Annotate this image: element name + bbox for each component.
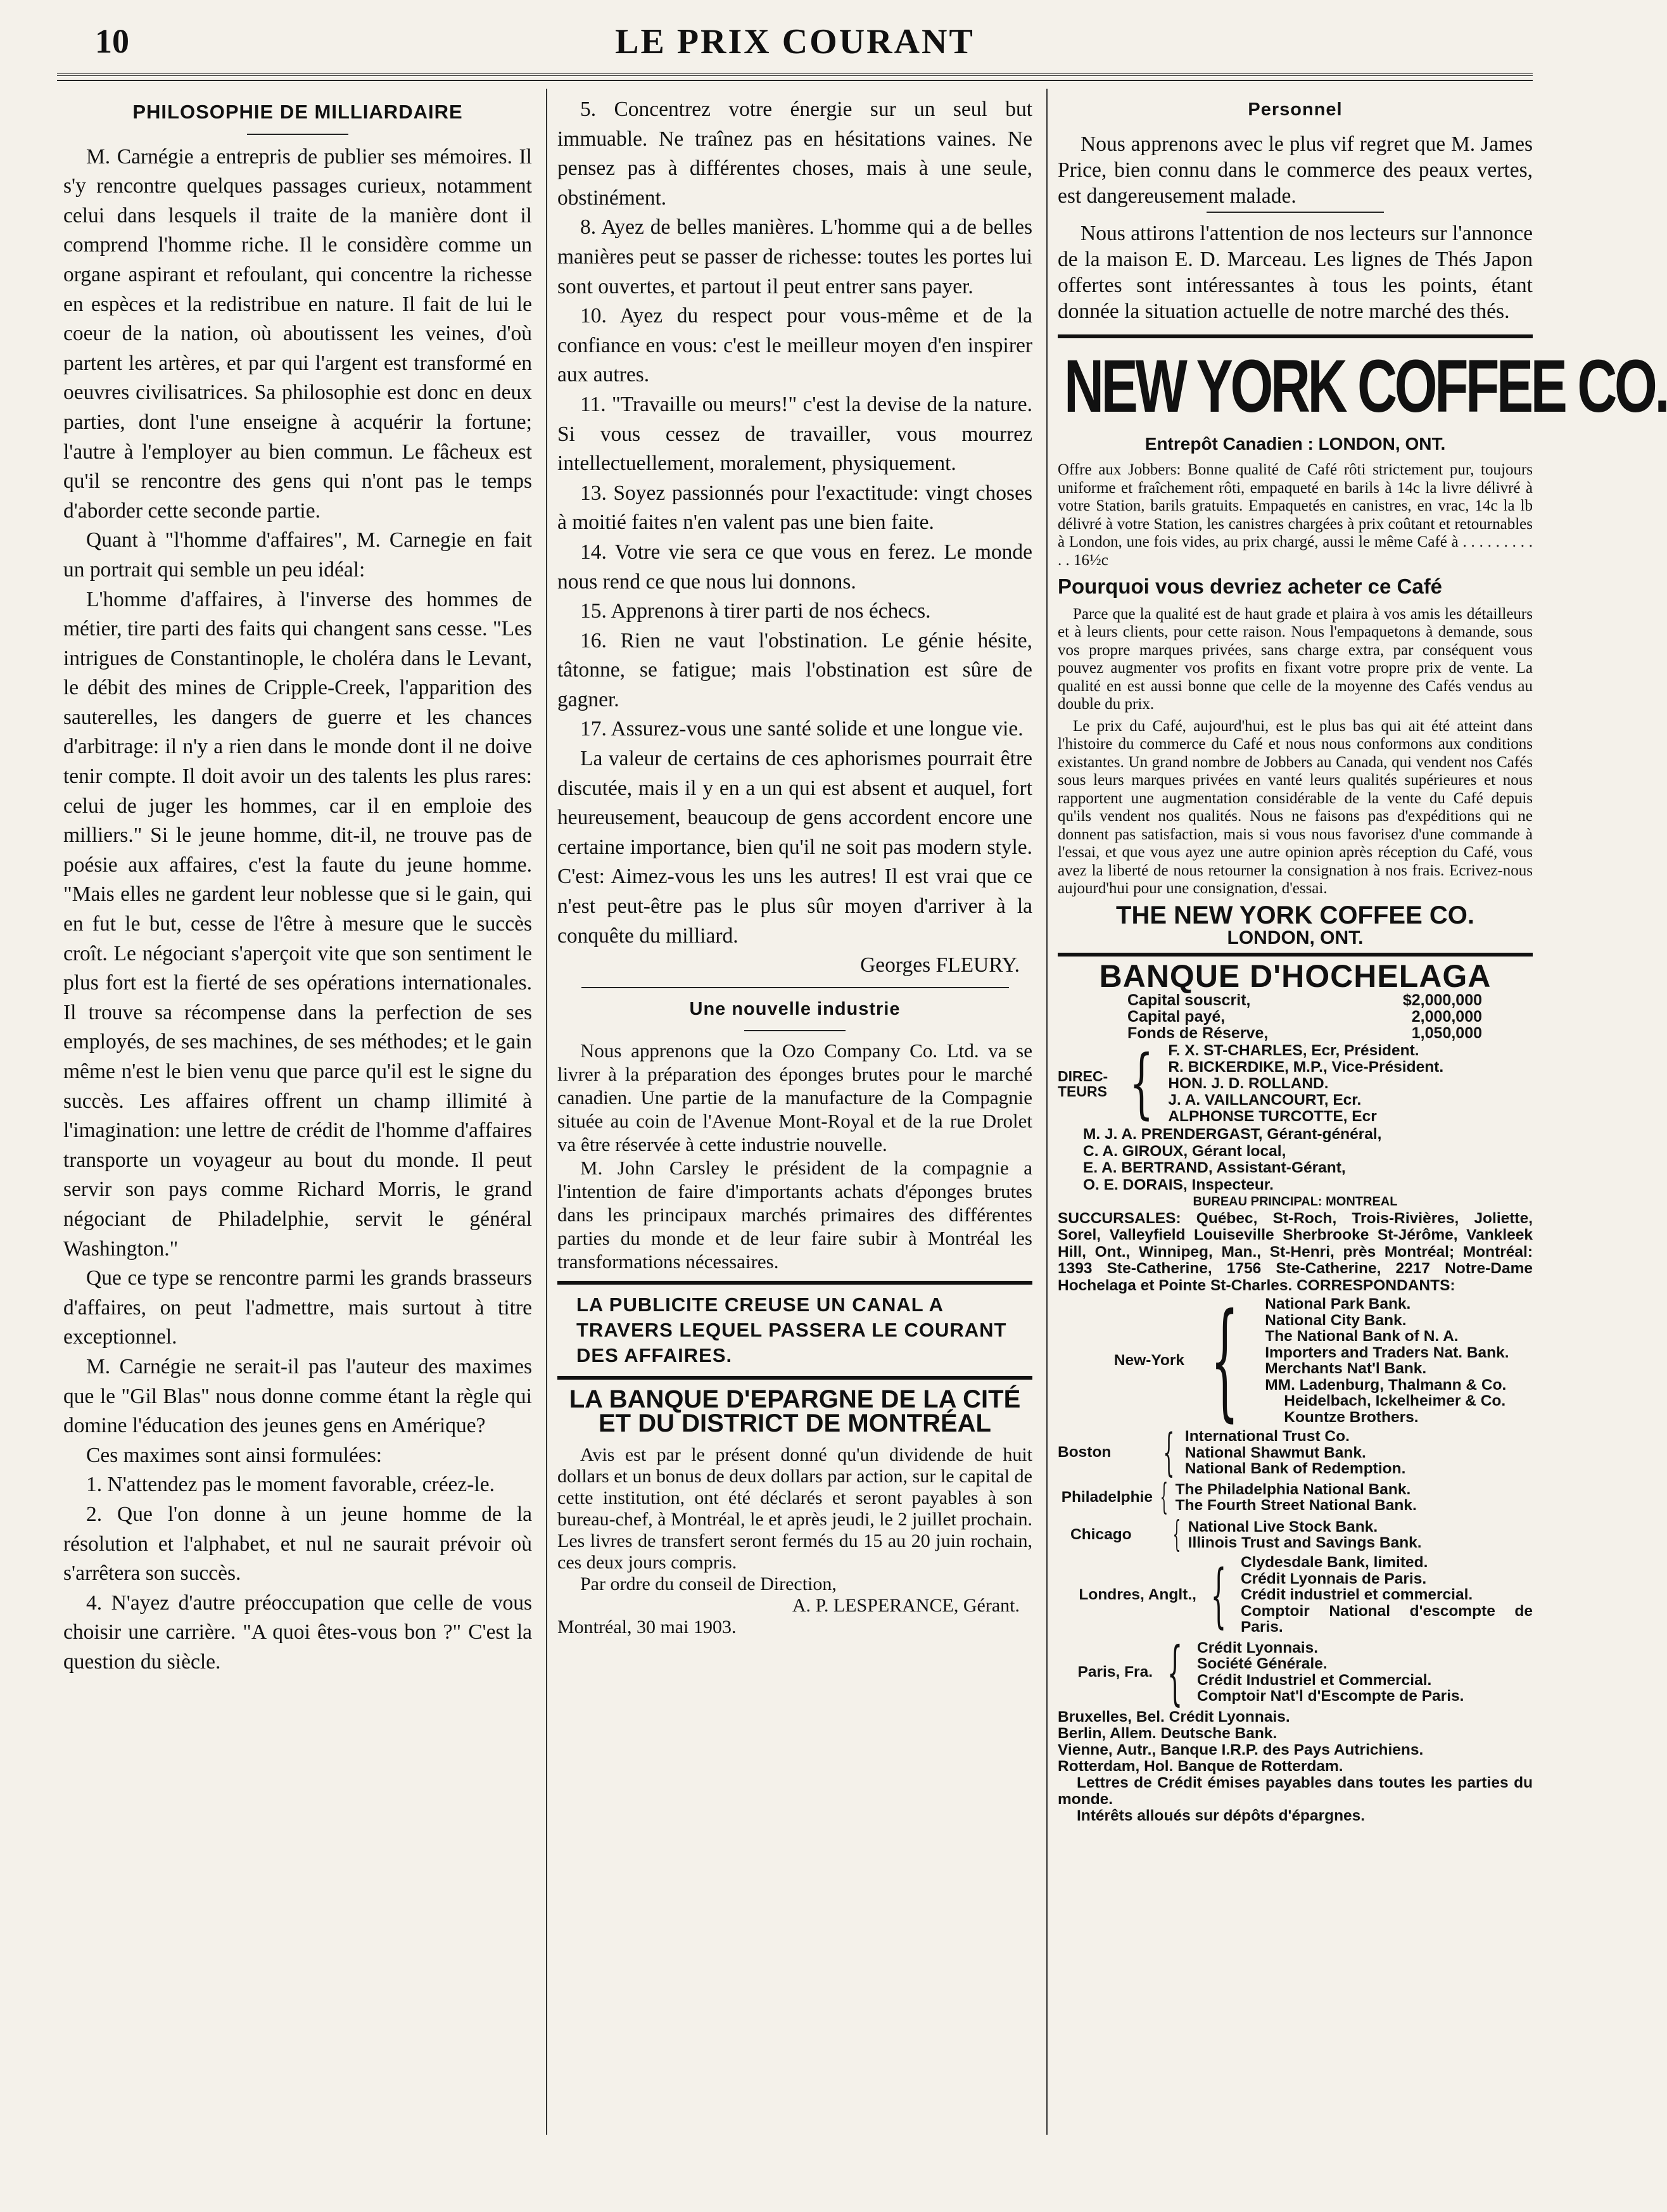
title-rule [247, 134, 348, 135]
coffee-ad-offer: Offre aux Jobbers: Bonne qualité de Café rôti strictement pur, toujours uniforme et fraîchement rôti, empaqueté en barils à 14c la livre délivré à votre Station, barils gratuits. Empaquetés en canistres, en vrac, 14c la lb délivré à votre Station, les canistres chargées à prix coûtant et retournables à London, une fois vides, au prix chargé, aussi le même Café à . . . . . . . . . . . 16½c [1058, 461, 1533, 569]
paragraph: 11. "Travaille ou meurs!" c'est la devise de la nature. Si vous cessez de travailler, vous mourrez intellectuellement, moralement, physiquement. [557, 392, 1032, 476]
banque-epargne-date: Montréal, 30 mai 1903. [557, 1617, 737, 1638]
paragraph: Ces maximes sont ainsi formulées: [86, 1443, 383, 1467]
correspondant-single: Vienne, Autr., Banque I.R.P. des Pays Autrichiens. [1058, 1741, 1424, 1758]
capital-row: Capital souscrit, $2,000,000 [1127, 991, 1482, 1010]
directeurs-list: F. X. ST-CHARLES, Ecr, Président. R. BICKERDIKE, M.P., Vice-Président. HON. J. D. ROLLAND. J. A. VAILLANCOURT, Ecr. ALPHONSE TURCOTTE, Ecr [1168, 1042, 1444, 1126]
hochelaga-footer: Intérêts alloués sur dépôts d'épargnes. [1077, 1807, 1366, 1824]
coffee-advertisement [1058, 344, 1667, 948]
banque-epargne-title: LA BANQUE D'EPARGNE DE LA CITÉ ET DU DISTRICT DE MONTRÉAL [569, 1385, 1021, 1438]
paragraph: L'homme d'affaires, à l'inverse des hommes de métier, tire parti des faits qui changent sans cesse. "Les intrigues de Constantinople, le choléra dans le Levant, le débit des mines de Cripple-Creek, l'apparition des sauterelles, les dangers de guerre et les chances d'arbitrage: il n'y a rien dans le monde dont il ne doive tenir compte. Il doit avoir un des talents les plus rares: celui de juger les hommes, car il en emploie des milliers." Si le jeune homme, dit-il, ne trouve pas de poésie aux affaires, c'est la faute du jeune homme. "Mais elles ne gardent leur noblesse que si le gain, qui en fut le but, cesse de l'être à mesure que le succès croît. Le négociant s'aperçoit vite que son sentiment le plus fort est la fierté de ses opérations internationales. Il trouve sa récompense dans la perfection de ses employés, de ses machines, de ses méthodes; et le gain même n'est le bien venu que parce qu'il est le signe du succès. Les affaires offrent un champ illimité à l'imagination: une lettre de crédit de l'homme d'affaires transporte un voyageur au bout du monde. Il peut servir son pays comme Richard Morris, le grand négociant de Philadelphie, servit le général Washington." [63, 587, 532, 1261]
paragraph: Quant à "l'homme d'affaires", M. Carnegie en fait un portrait qui semble un peu idéal: [63, 528, 532, 582]
correspondant-row: Paris, Fra. { Crédit Lyonnais. Société Générale. Crédit Industriel et Commercial. Comptoir Nat'l d'Escompte de Paris. [1077, 1631, 1464, 1713]
paragraph: M. Carnégie a entrepris de publier ses mémoires. Il s'y rencontre quelques passages curieux, notamment celui dans lesquels il traite de la manière dont il comprend l'homme riche. Il le considère comme un organe aspirant et refoulant, qui concentre la richesse en espèces et la redistribue en nature. Il fait de lui le coeur de la nation, où aboutissent les veines, d'où partent les artères, et par qui l'argent est transformé en oeuvres civilisatrices. Sa philosophie est donc en deux parties, dont l'une enseigne à acquérir la fortune; l'autre à l'employer au bien commun. Le fâcheux est qu'il se rencontre des gens qui n'ont pas le temps d'aborder cette seconde partie. [63, 144, 532, 523]
column-divider [546, 89, 547, 2135]
signature: Georges FLEURY. [860, 953, 1020, 977]
paragraph: Nous apprenons que la Ozo Company Co. Ltd. va se livrer à la préparation des éponges brutes pour le marché canadien. Une partie de la manufacture de la Compagnie située au coin de l'Avenue Mont-Royal et de la rue Drolet va être réservée à cette industrie nouvelle. [557, 1039, 1032, 1156]
paragraph: 2. Que l'on donne à un jeune homme de la résolution et l'alphabet, et nul ne saurait prévoir où s'arrêtera son succès. [63, 1502, 532, 1586]
paragraph: 1. N'attendez pas le moment favorable, créez-le. [86, 1473, 495, 1497]
paragraph: Nous apprenons avec le plus vif regret que M. James Price, bien connu dans le commerce des peaux vertes, est dangereusement malade. [1058, 132, 1533, 208]
column-3 [1058, 95, 1667, 1824]
section-rule [1058, 334, 1533, 338]
paragraph: M. Carnégie ne serait-il pas l'auteur des maximes que le "Gil Blas" nous donne comme étant la règle qui domine l'éducation des jeunes gens en Amérique? [63, 1354, 532, 1438]
banque-epargne-body: Avis est par le présent donné qu'un dividende de huit dollars et un bonus de deux dollars par action, sur le capital de cette institution, ont été déclarés et seront payables à son bureau-chef, à Montréal, le et après jeudi, le 2 juillet prochain. Les livres de transfert seront fermés du 15 au 20 juin rochain, ces deux jours compris. [557, 1444, 1032, 1573]
correspondant-row: Londres, Anglt., { Clydesdale Bank, limited. Crédit Lyonnais de Paris. Crédit industriel et commercial. Comptoir National d'escompte de Paris. [1079, 1554, 1533, 1636]
paragraph: 13. Soyez passionnés pour l'exactitude: vingt choses à moitié faites n'en valent pas une bien faite. [557, 481, 1032, 535]
paragraph: 4. N'ayez d'autre préoccupation que celle de vous choisir une carrière. "A quoi êtes-vous bon ?" C'est la question du siècle. [63, 1591, 532, 1674]
section-rule [557, 1281, 1032, 1285]
bureau-principal: BUREAU PRINCIPAL: MONTREAL [1193, 1195, 1398, 1209]
paragraph: 8. Ayez de belles manières. L'homme qui a de belles manières peut se passer de richesse: toutes les portes lui sont ouvertes, et partout il peut entrer sans payer. [557, 215, 1032, 298]
officers-list: M. J. A. PRENDERGAST, Gérant-général, C. A. GIROUX, Gérant local, E. A. BERTRAND, Assistant-Gérant, O. E. DORAIS, Inspecteur. [1083, 1126, 1382, 1193]
correspondant-row: Chicago { National Live Stock Bank. Illinois Trust and Savings Bank. [1070, 1514, 1422, 1556]
page-header [57, 18, 1533, 68]
banque-epargne-order: Par ordre du conseil de Direction, [580, 1573, 837, 1595]
column-2 [557, 95, 1032, 1638]
hochelaga-title: BANQUE D'HOCHELAGA [1099, 958, 1492, 994]
correspondant-row: Boston { International Trust Co. National Shawmut Bank. National Bank of Redemption. [1058, 1423, 1406, 1482]
coffee-ad-body: Le prix du Café, aujourd'hui, est le plus bas qui ait été atteint dans l'histoire du commerce du Café et nous nous conformons aux conditions existantes. Un grand nombre de Jobbers au Canada, qui vendent nos Cafés sous leurs marques privées en vanté leurs qualités supérieures et nous rapportent une augmentation considérable de la vente du Café depuis qu'ils vendent nos qualités. Nous ne faisons pas d'expéditions qui ne donnent pas satisfaction, mais si vous nous favorisez d'une commande à l'essai, et que vous ayez une autre opinion après réception du Café, vous avez la liberté de nous retourner la consignation à nos frais. Ecrivez-nous aujourd'hui pour une consignation, d'essai. [1058, 717, 1533, 898]
title-rule [744, 1030, 846, 1031]
paragraph: Nous attirons l'attention de nos lecteurs sur l'annonce de la maison E. D. Marceau. Les lignes de Thés Japon offertes sont intéressantes à tous les points, étant donnée la situation actuelle de notre marché des thés. [1058, 221, 1533, 323]
paragraph: 15. Apprenons à tirer parti de nos échecs. [580, 599, 931, 623]
masthead: LE PRIX COURANT [615, 22, 975, 61]
section-title: Personnel [1248, 99, 1343, 120]
hochelaga-footer: Lettres de Crédit émises payables dans toutes les parties du monde. [1058, 1774, 1533, 1808]
section-rule [1058, 953, 1533, 957]
coffee-ad-title: NEW YORK COFFEE CO. [1064, 344, 1667, 428]
page-number: 10 [95, 22, 129, 60]
paragraph: 16. Rien ne vaut l'obstination. Le génie hésite, tâtonne, se fatigue; mais l'obstination est sûre de gagner. [557, 628, 1032, 711]
succursales: SUCCURSALES: Québec, St-Roch, Trois-Rivières, Joliette, Sorel, Valleyfield Louiseville Sherbrooke St-Jérôme, Vankleek Hill, Ont., Winnipeg, Man., St-Henri, près Montréal; Montréal: 1393 Ste-Catherine, 1756 Ste-Catherine, 2217 Notre-Dame Hochelaga et Pointe St-Charles. CORRESPONDANTS: [1058, 1209, 1533, 1294]
section-rule [557, 1376, 1032, 1380]
article-title: PHILOSOPHIE DE MILLIARDAIRE [132, 101, 463, 123]
coffee-ad-subhead: Pourquoi vous devriez acheter ce Café [1058, 575, 1443, 599]
paragraph: Que ce type se rencontre parmi les grands brasseurs d'affaires, on peut l'admettre, mais surtout à titre exceptionnel. [63, 1266, 532, 1349]
section-rule [1207, 212, 1384, 213]
hochelaga-advertisement [1058, 958, 1533, 1824]
correspondant-row: New-York { National Park Bank. National City Bank. The National Bank of N. A. Importers and Traders Nat. Bank. Merchants Nat'l Bank. MM. Ladenburg, Thalmann & Co. Heidelbach, Ickelheimer & Co. Kountze Brothers. [1113, 1287, 1509, 1435]
paragraph: 17. Assurez-vous une santé solide et une longue vie. [580, 717, 1024, 741]
coffee-ad-entrepot: Entrepôt Canadien : LONDON, ONT. [1144, 433, 1446, 454]
column-1 [63, 95, 532, 1677]
coffee-ad-footer: THE NEW YORK COFFEE CO. [1116, 901, 1474, 929]
paragraph: 14. Votre vie sera ce que vous en ferez. Le monde nous rend ce que nous lui donnons. [557, 540, 1032, 594]
directeurs-label: DIREC-TEURS [1058, 1068, 1108, 1100]
paragraph: 10. Ayez du respect pour vous-même et de la confiance en vous: c'est le meilleur moyen d'en inspirer aux autres. [557, 304, 1032, 387]
paragraph: La valeur de certains de ces aphorismes pourrait être discutée, mais il y en a un qui est absent et auquel, fort heureusement, beaucoup de gens accordent encore une certaine importance, bien qu'il ne soit pas modern style. C'est: Aimez-vous les uns les autres! Il est vrai que ce n'est peut-être pas le plus sûr moyen d'arriver à la conquête du milliard. [557, 747, 1032, 948]
correspondant-single: Bruxelles, Bel. Crédit Lyonnais. [1058, 1708, 1290, 1726]
correspondant-single: Rotterdam, Hol. Banque de Rotterdam. [1058, 1757, 1343, 1775]
column-divider [1046, 89, 1048, 2135]
banque-epargne-signature: A. P. LESPERANCE, Gérant. [792, 1595, 1020, 1617]
publicite-notice: LA PUBLICITE CREUSE UN CANAL A TRAVERS LEQUEL PASSERA LE COURANT DES AFFAIRES. [576, 1294, 1007, 1367]
paragraph: 5. Concentrez votre énergie sur un seul but immuable. Ne traînez pas en hésitations vaines. Ne pensez pas à différentes choses, mais à une seule, obstinément. [557, 98, 1032, 210]
capital-row: Fonds de Réserve, 1,050,000 [1127, 1024, 1482, 1043]
coffee-ad-footer-city: LONDON, ONT. [1227, 927, 1364, 948]
brace-icon: { [1129, 1039, 1154, 1128]
coffee-ad-body: Parce que la qualité est de haut grade et plaira à vos amis les détailleurs et à leurs clients, pour cette raison. Nous l'empaquetons à demande, sous vos propre marques privées, sans charge extra, par conséquent vous pouvez augmenter vos profits en fixant votre propre prix de vente. La qualité en est aussi bonne que celle de la moyenne des Cafés vendus au double du prix. [1058, 605, 1533, 713]
capital-row: Capital payé, 2,000,000 [1127, 1008, 1482, 1026]
correspondant-single: Berlin, Allem. Deutsche Bank. [1058, 1724, 1277, 1742]
section-title: Une nouvelle industrie [689, 998, 901, 1019]
directeurs-block [1058, 1039, 1533, 1128]
correspondant-row: Philadelphie { The Philadelphia National Bank. The Fourth Street National Bank. [1061, 1477, 1417, 1518]
paragraph: M. John Carsley le président de la compagnie a l'intention de faire d'importants achats d'éponges brutes dans les principaux marchés primaires des différentes parties du monde et de leur faire subir à Montréal les transformations nécessaires. [557, 1157, 1032, 1273]
header-rule [57, 73, 1533, 81]
section-rule [581, 987, 1009, 988]
